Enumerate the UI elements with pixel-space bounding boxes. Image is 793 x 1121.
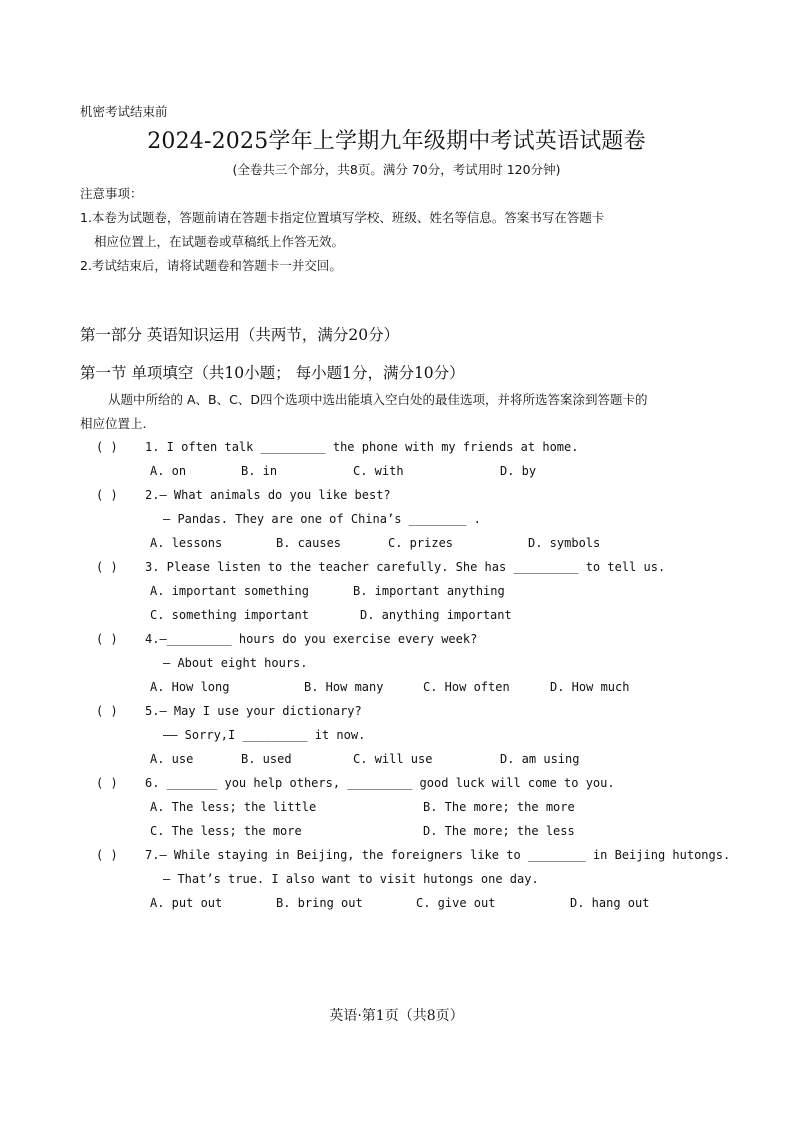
q4-option-c: C. How often — [423, 680, 510, 694]
q7-option-b: B. bring out — [276, 896, 363, 910]
q3-option-b: B. important anything — [353, 584, 505, 598]
q5-option-b: B. used — [241, 752, 292, 766]
q6-stem: 6. _______ you help others, _________ good luck will come to you. — [145, 776, 615, 790]
q2-option-a: A. lessons — [150, 536, 223, 550]
q4-option-b: B. How many — [304, 680, 384, 694]
q7-stem: 7.— While staying in Beijing, the foreigners like to ________ in Beijing hutongs. — [145, 848, 731, 862]
q7-stem-reply: — That’s true. I also want to visit hutongs one day. — [163, 872, 539, 886]
q2-option-d: D. symbols — [528, 536, 601, 550]
q6-option-b: B. The more; the more — [423, 800, 575, 814]
q5-stem-reply: —— Sorry,I _________ it now. — [163, 728, 366, 742]
answer-paren[interactable]: ( ) — [96, 632, 118, 646]
q5-option-d: D. am using — [500, 752, 580, 766]
q4-stem-reply: — About eight hours. — [163, 656, 308, 670]
answer-paren[interactable]: ( ) — [96, 776, 118, 790]
q5-option-a: A. use — [150, 752, 194, 766]
q2-option-c: C. prizes — [388, 536, 454, 550]
note-item-2: 2.考试结束后，请将试题卷和答题卡一并交回。 — [80, 258, 342, 273]
q2-stem-reply: — Pandas. They are one of China’s ________ . — [163, 512, 481, 526]
q2-option-b: B. causes — [276, 536, 342, 550]
answer-paren[interactable]: ( ) — [96, 560, 118, 574]
note-item-1-cont: 相应位置上，在试题卷或草稿纸上作答无效。 — [94, 234, 345, 249]
instruction-line-2: 相应位置上. — [80, 416, 147, 431]
exam-title: 2024-2025学年上学期九年级期中考试英语试题卷 — [147, 129, 646, 154]
q6-option-a: A. The less; the little — [150, 800, 317, 814]
q5-option-c: C. will use — [353, 752, 433, 766]
q4-option-a: A. How long — [150, 680, 230, 694]
q1-option-b: B. in — [241, 464, 278, 478]
q3-option-d: D. anything important — [360, 608, 512, 622]
answer-paren[interactable]: ( ) — [96, 488, 118, 502]
q6-option-d: D. The more; the less — [423, 824, 575, 838]
page-footer: 英语·第1页（共8页） — [329, 1008, 464, 1024]
instruction-line-1: 从题中所给的 A、B、C、D四个选项中选出能填入空白处的最佳选项，并将所选答案涂到答题卡的 — [108, 392, 648, 407]
q6-option-c: C. The less; the more — [150, 824, 302, 838]
q3-option-a: A. important something — [150, 584, 309, 598]
notes-heading: 注意事项： — [80, 186, 143, 201]
q1-stem: 1. I often talk _________ the phone with my friends at home. — [145, 440, 579, 454]
q2-stem: 2.— What animals do you like best? — [145, 488, 391, 502]
q7-option-a: A. put out — [150, 896, 223, 910]
answer-paren[interactable]: ( ) — [96, 704, 118, 718]
part1-heading: 第一部分 英语知识运用（共两节，满分20分） — [80, 326, 400, 344]
q3-option-c: C. something important — [150, 608, 309, 622]
q7-option-d: D. hang out — [570, 896, 650, 910]
section1-heading: 第一节 单项填空（共10小题； 每小题1分，满分10分） — [80, 364, 465, 382]
q3-stem: 3. Please listen to the teacher carefully. She has _________ to tell us. — [145, 560, 666, 574]
q1-option-d: D. by — [500, 464, 537, 478]
q1-option-a: A. on — [150, 464, 187, 478]
q1-option-c: C. with — [353, 464, 404, 478]
q7-option-c: C. give out — [416, 896, 496, 910]
answer-paren[interactable]: ( ) — [96, 848, 118, 862]
q4-stem: 4.—_________ hours do you exercise every week? — [145, 632, 478, 646]
answer-paren[interactable]: ( ) — [96, 440, 118, 454]
note-item-1: 1.本卷为试题卷，答题前请在答题卡指定位置填写学校、班级、姓名等信息。答案书写在答题卡 — [80, 210, 605, 225]
exam-subtitle: (全卷共三个部分，共8页。满分 70分，考试用时 120分钟) — [232, 162, 561, 177]
q4-option-d: D. How much — [550, 680, 630, 694]
confidential-label: 机密考试结束前 — [80, 104, 168, 119]
q5-stem: 5.— May I use your dictionary? — [145, 704, 362, 718]
